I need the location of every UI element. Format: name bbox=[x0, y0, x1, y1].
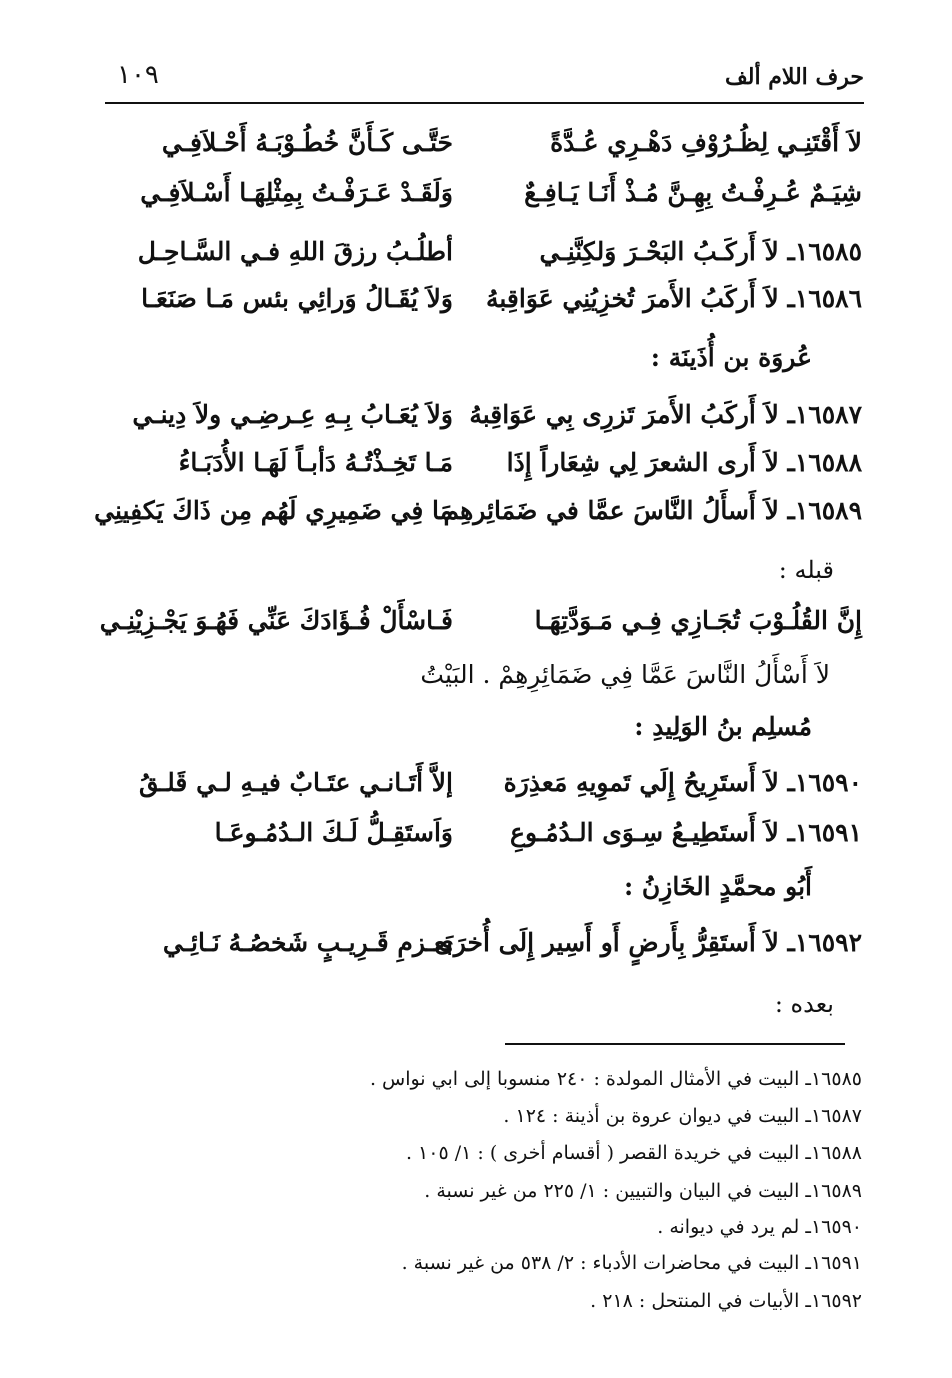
verse-first-hemistich: لاَ أَقْتَنِـي لِظُـرُوْفِ دَهْـرِي عُـدَّةً bbox=[550, 128, 862, 157]
verse-first-hemistich: ١٦٥٩١ـ لاَ أَستَطِيـعُ سِـوَى الـدُمُـوعِ bbox=[510, 818, 862, 847]
verse-line bbox=[0, 284, 952, 336]
verse-line bbox=[0, 768, 952, 820]
verse-line bbox=[0, 818, 952, 870]
verse-line bbox=[0, 128, 952, 180]
verse-line bbox=[0, 606, 952, 658]
footnote: ١٦٥٩١ـ البيت في محاضرات الأدباء : ٢/ ٥٣٨ من غير نسبة . bbox=[401, 1252, 862, 1274]
verse-second-hemistich: وَلاَ يُقَـالُ وَرائِي بئس مَـا صَنَعَـا bbox=[141, 284, 453, 313]
verse-first-hemistich: ١٦٥٨٨ـ لاَ أَرى الشعرَ لِي شِعَاراً إِذَا bbox=[506, 448, 862, 477]
verse-second-hemistich: وَاَستَقِـلُّ لَـكَ الـدُمُـوعَـا bbox=[214, 818, 453, 847]
footnote: ١٦٥٨٧ـ البيت في ديوان عروة بن أذينة : ١٢٤ . bbox=[503, 1105, 862, 1127]
footnote: ١٦٥٨٥ـ البيت في الأمثال المولدة : ٢٤٠ منسوبا إلى ابي نواس . bbox=[369, 1068, 862, 1090]
chapter-title: حرف اللام ألف bbox=[724, 64, 864, 90]
verse-second-hemistich: إلاَّ أَتَـانـي عتَـابٌ فيـهِ لـي قَلـقُ bbox=[138, 768, 453, 797]
footnote: ١٦٥٨٨ـ البيت في خريدة القصر ( أقسام أخرى ) : ١/ ١٠٥ . bbox=[405, 1142, 862, 1164]
verse-line bbox=[0, 178, 952, 230]
verse-first-hemistich: ١٦٥٨٦ـ لاَ أَركَبُ الأَمرَ تُخزِيُنِي عَوَاقِبهُ bbox=[485, 284, 862, 313]
verse-line bbox=[0, 400, 952, 452]
footnote: ١٦٥٩٢ـ الأبيات في المنتحل : ٢١٨ . bbox=[590, 1290, 862, 1312]
verse-second-hemistich: أطلُـبُ رزقَ اللهِ فـي السَّـاحِـل bbox=[137, 237, 453, 266]
verse-second-hemistich: وَلَقَـدْ عَـرَفْـتُ بِمِثْلِهَـا أَسْـلاَفِـي bbox=[140, 178, 453, 207]
verse-first-hemistich: ١٦٥٨٧ـ لاَ أَركَبُ الأَمرَ تَزرِى بِي عَوَاقِبهُ bbox=[469, 400, 862, 429]
poet-heading bbox=[0, 343, 952, 395]
note-label bbox=[0, 990, 952, 1042]
verse-second-hemistich: مَـا تَخِـذْتُـهُ دَأبـاً لَهَـا الأُدَبَـاءُ bbox=[178, 448, 453, 477]
verse-first-hemistich: شِيَـمٌ عُـرِفْـتُ بِهِـنَّ مُـذْ أَنَـا يَـافِـعٌ bbox=[524, 178, 862, 207]
footnote-divider bbox=[505, 1043, 845, 1045]
verse-second-hemistich: حَتَّـى كَـأَنَّ خُطُـوْبَـهُ أَحْـلاَفِـي bbox=[161, 128, 453, 157]
prose-line bbox=[0, 660, 952, 712]
page-header bbox=[105, 52, 864, 104]
note-label bbox=[0, 556, 952, 608]
verse-first-hemistich: إِنَّ القُلُـوْبَ تُجَـازِي فِـي مَـوَدَّتِهَـا bbox=[534, 606, 862, 635]
verse-line bbox=[0, 448, 952, 500]
verse-first-hemistich: ١٦٥٩٢ـ لاَ أَستَقِرُّ بِأَرضٍ أَو أَسِير إِلَى أُخرَى bbox=[434, 928, 862, 957]
footnote: ١٦٥٩٠ـ لم يرد في ديوانه . bbox=[657, 1216, 862, 1238]
footnote: ١٦٥٨٩ـ البيت في البيان والتبيين : ١/ ٢٢٥ من غير نسبة . bbox=[424, 1180, 862, 1202]
poet-heading bbox=[0, 872, 952, 924]
poet-name: مُسلِم بنُ الوَلِيدِ : bbox=[634, 712, 812, 741]
verse-first-hemistich: ١٦٥٨٩ـ لاَ أَسأَلُ النَّاسَ عمَّا في ضَمَائِرهِم bbox=[443, 496, 862, 525]
verse-first-hemistich: ١٦٥٩٠ـ لاَ أَستَرِيحُ إِلَي تَموِيهِ مَعذِرَة bbox=[503, 768, 862, 797]
page-number: ١٠٩ bbox=[117, 60, 159, 90]
qablahu-label: قبله : bbox=[778, 556, 834, 584]
poet-heading bbox=[0, 712, 952, 764]
quoted-verse-reference: لاَ أَسْأَلُ النَّاسَ عَمَّا فِي ضَمَائِرِهِمْ . البَيْتُ bbox=[420, 660, 830, 689]
verse-line bbox=[0, 496, 952, 548]
badahu-label: بعده : bbox=[774, 990, 834, 1018]
verse-second-hemistich: وَلاَ يُعَـابُ بِـهِ عِـرضِـي ولاَ دِينـي bbox=[132, 400, 453, 429]
verse-line bbox=[0, 237, 952, 289]
verse-second-hemistich: بَعـزمِ قَـرِيـبٍ شَخصُـهُ نَـائِـي bbox=[162, 928, 453, 957]
poet-name: عُروَة بن أُذَينَة : bbox=[650, 343, 812, 372]
verse-line bbox=[0, 928, 952, 980]
verse-first-hemistich: ١٦٥٨٥ـ لاَ أَركَـبُ البَحْـرَ وَلكِنَّنِـي bbox=[539, 237, 862, 266]
verse-second-hemistich: مَا فِي ضَمِيرِي لَهُم مِن ذَاكَ يَكفِينِي bbox=[94, 496, 453, 525]
verse-second-hemistich: فَـاسْأَلْ فُـؤَادَكَ عَنِّي فَهُـوَ يَجْـزِيْنِـي bbox=[99, 606, 453, 635]
poet-name: أَبُو محمَّدٍ الخَازِنُ : bbox=[623, 872, 812, 901]
